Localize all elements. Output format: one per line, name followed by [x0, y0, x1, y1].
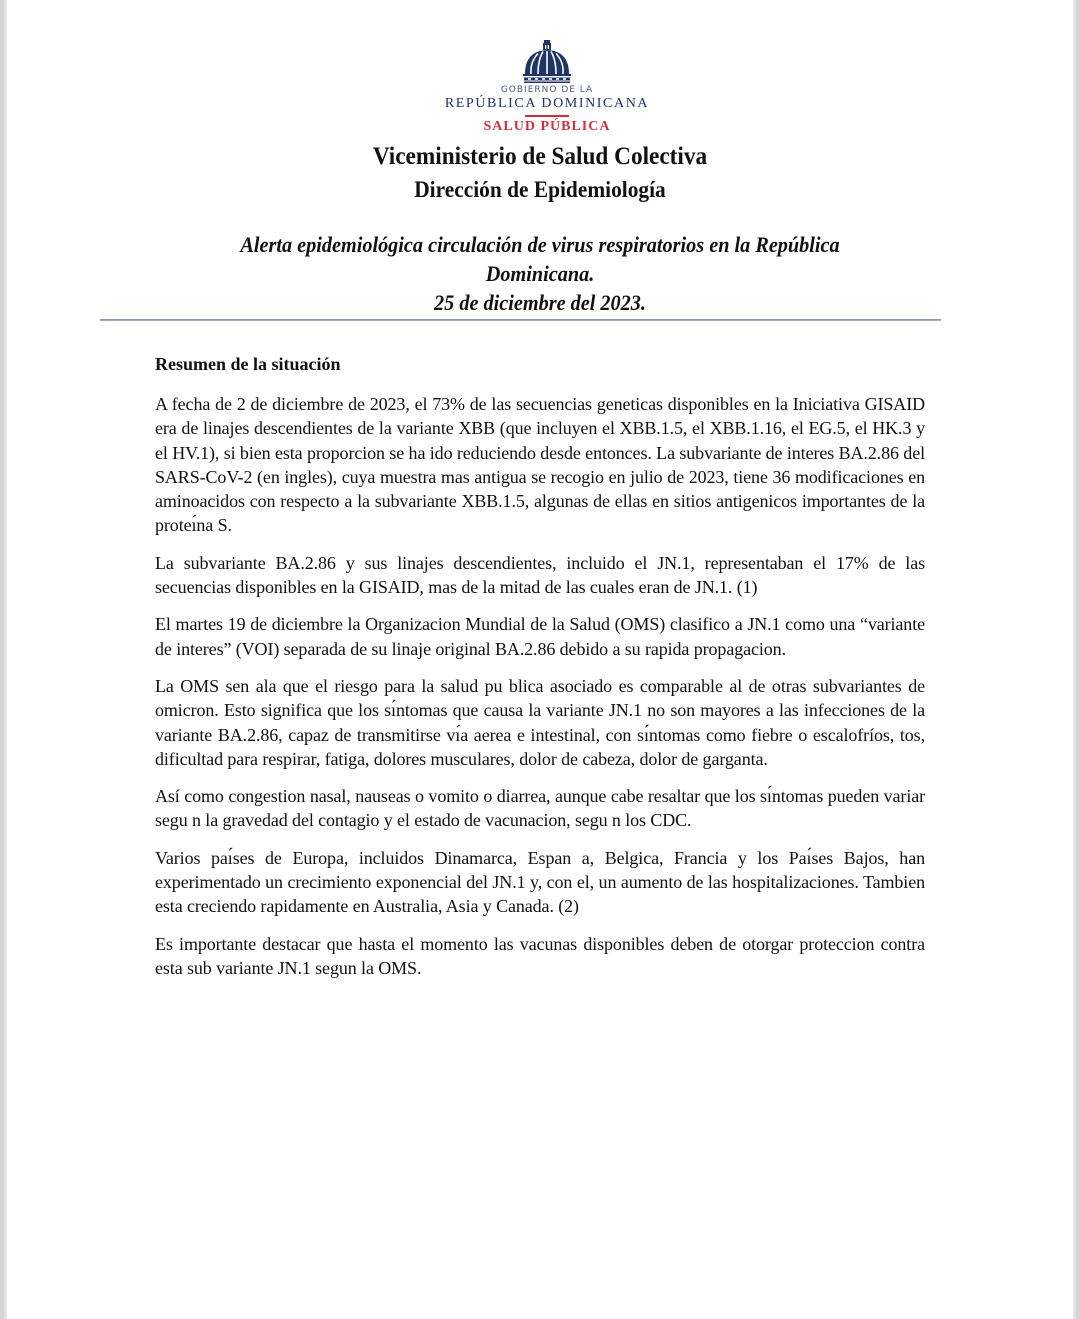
paragraph: A fecha de 2 de diciembre de 2023, el 73% de las secuencias geneticas disponibles en la Iniciativa GISAID era de linajes descendientes de la variante XBB (que incluyen el XBB.1.5, el XBB.1.16, el EG.5, el HK.3 y el HV.1), si bien esta proporcion se ha ido reduciendo desde entonces. La subvariante de interes BA.2.86 del SARS-CoV-2 (en ingles), cuya muestra mas antigua se recogio en julio de 2023, tiene 36 modificaciones en aminoacidos con respecto a la subvariante XBB.1.5, algunas de ellas en sitios antigenicos importantes de la proteı́na S. [155, 394, 925, 536]
document-page [7, 0, 1073, 1319]
paragraph: Así como congestion nasal, nauseas o vomito o diarrea, aunque cabe resaltar que los sı́ntomas pueden variar segu n la gravedad del contagio y el estado de vacunacion, segu n los CDC. [155, 786, 925, 831]
logo-gobierno-text: GOBIERNO DE LA [500, 85, 594, 95]
alert-heading-line2: Dominicana. [485, 261, 595, 286]
ministry-logo [427, 38, 667, 135]
alert-heading-line1: Alerta epidemiológica circulación de virus respiratorios en la República [240, 232, 840, 257]
page-edge-right [1073, 0, 1080, 1319]
alert-heading [50, 230, 1031, 317]
page-title: Viceministerio de Salud Colectiva [372, 143, 708, 170]
section-title: Resumen de la situación [155, 354, 341, 374]
page-subtitle: Dirección de Epidemiología [414, 177, 666, 202]
dome-icon [521, 38, 573, 84]
page-edge-left [0, 0, 7, 1319]
logo-red-divider [525, 115, 569, 117]
paragraph: La OMS sen ala que el riesgo para la salud pu blica asociado es comparable al de otras subvariantes de omicron. Esto significa que los sı́ntomas que causa la variante JN.1 no son mayores a las infecciones de la variante BA.2.86, capaz de transmitirse vı́a aerea e intestinal, con sı́ntomas como fiebre o escalofríos, tos, dificultad para respirar, fatiga, dolores musculares, dolor de cabeza, dolor de garganta. [155, 675, 925, 769]
paragraph: El martes 19 de diciembre la Organizacion Mundial de la Salud (OMS) clasifico a JN.1 como una “variante de interes” (VOI) separada de su linaje original BA.2.86 debido a su rapida propagacion. [155, 614, 925, 659]
paragraph: La subvariante BA.2.86 y sus linajes descendientes, incluido el JN.1, representaban el 17% de las secuencias disponibles en la GISAID, mas de la mitad de las cuales eran de JN.1. (1) [155, 552, 925, 598]
alert-date: 25 de diciembre del 2023. [434, 290, 646, 315]
paragraph: Varios paı́ses de Europa, incluidos Dinamarca, Espan a, Belgica, Francia y los Paı́ses Bajos, han experimentado un crecimiento exponencial del JN.1 y, con el, un aumento de las hospitalizaciones. Tambien esta creciendo rapidamente en Australia, Asia y Canada. (2) [155, 847, 925, 917]
paragraph: Es importante destacar que hasta el momento las vacunas disponibles deben de otorgar proteccion contra esta sub variante JN.1 segun la OMS. [155, 933, 925, 978]
document-body [155, 352, 925, 993]
header-separator [100, 319, 941, 321]
logo-republica-text: REPÚBLICA DOMINICANA [444, 96, 650, 111]
logo-salud-publica-text: SALUD PÚBLICA [483, 119, 611, 134]
